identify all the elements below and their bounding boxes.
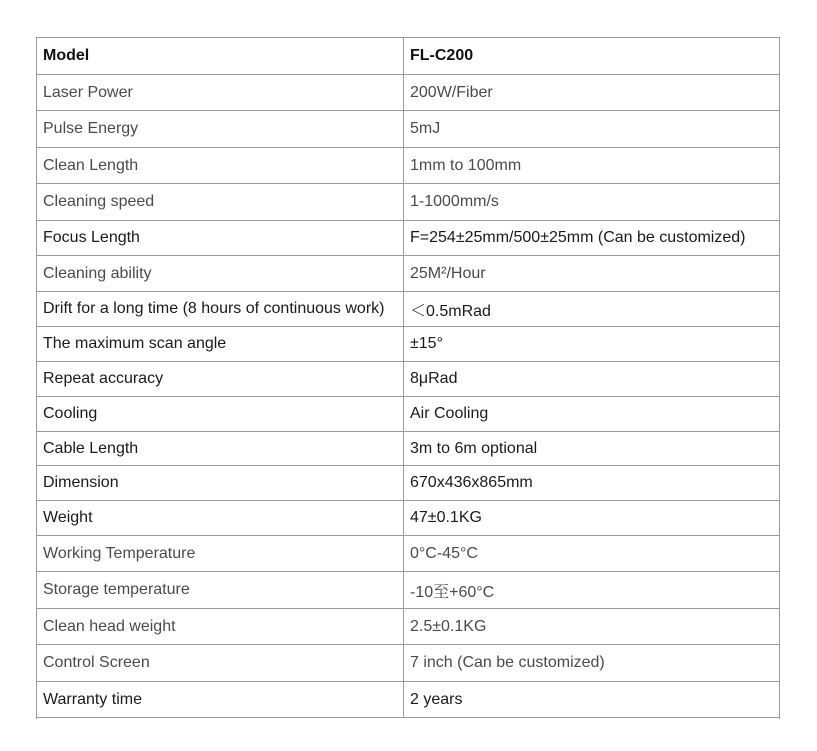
spec-value: ＜0.5mRad	[404, 292, 780, 327]
spec-value: 1-1000mm/s	[404, 184, 780, 221]
table-row	[37, 572, 780, 609]
table-row	[37, 256, 780, 292]
spec-label: Pulse Energy	[37, 111, 404, 148]
table-row	[37, 609, 780, 645]
spec-label: Warranty time	[37, 682, 404, 718]
table-row	[37, 466, 780, 501]
table-row	[37, 292, 780, 327]
spec-value: -10至+60°C	[404, 572, 780, 609]
spec-value: 2 years	[404, 682, 780, 718]
table-row	[37, 501, 780, 536]
spec-value: 200W/Fiber	[404, 75, 780, 111]
spec-value: ±15°	[404, 327, 780, 362]
spec-value: 1mm to 100mm	[404, 148, 780, 184]
table-row	[37, 327, 780, 362]
table-row	[37, 221, 780, 256]
spec-label: Cleaning ability	[37, 256, 404, 292]
spec-label: Dimension	[37, 466, 404, 501]
table-row	[37, 536, 780, 572]
spec-label: Cleaning speed	[37, 184, 404, 221]
spec-label: Clean Length	[37, 148, 404, 184]
table-row	[37, 432, 780, 466]
spec-label: Laser Power	[37, 75, 404, 111]
table-row	[37, 682, 780, 718]
table-row	[37, 111, 780, 148]
table-row	[37, 362, 780, 397]
spec-value: 5mJ	[404, 111, 780, 148]
spec-value: 3m to 6m optional	[404, 432, 780, 466]
spec-label: Working Temperature	[37, 536, 404, 572]
spec-label: Focus Length	[37, 221, 404, 256]
spec-label: Model	[37, 38, 404, 75]
spec-label: Cable Length	[37, 432, 404, 466]
spec-value: F=254±25mm/500±25mm (Can be customized)	[404, 221, 780, 256]
spec-table-body	[37, 38, 780, 718]
spec-table	[36, 37, 780, 718]
spec-label: Weight	[37, 501, 404, 536]
spec-label: Cooling	[37, 397, 404, 432]
table-row	[37, 75, 780, 111]
spec-value: 47±0.1KG	[404, 501, 780, 536]
spec-value: FL-C200	[404, 38, 780, 75]
spec-value: 8μRad	[404, 362, 780, 397]
spec-value: 0°C-45°C	[404, 536, 780, 572]
table-row	[37, 645, 780, 682]
spec-value: 2.5±0.1KG	[404, 609, 780, 645]
spec-label: The maximum scan angle	[37, 327, 404, 362]
spec-label: Control Screen	[37, 645, 404, 682]
spec-value: 25M²/Hour	[404, 256, 780, 292]
table-row	[37, 148, 780, 184]
table-row	[37, 184, 780, 221]
spec-label: Storage temperature	[37, 572, 404, 609]
spec-label: Clean head weight	[37, 609, 404, 645]
spec-label: Repeat accuracy	[37, 362, 404, 397]
spec-value: Air Cooling	[404, 397, 780, 432]
table-header-row	[37, 38, 780, 75]
spec-label: Drift for a long time (8 hours of continuous work)	[37, 292, 404, 327]
table-row	[37, 397, 780, 432]
spec-value: 670x436x865mm	[404, 466, 780, 501]
spec-value: 7 inch (Can be customized)	[404, 645, 780, 682]
